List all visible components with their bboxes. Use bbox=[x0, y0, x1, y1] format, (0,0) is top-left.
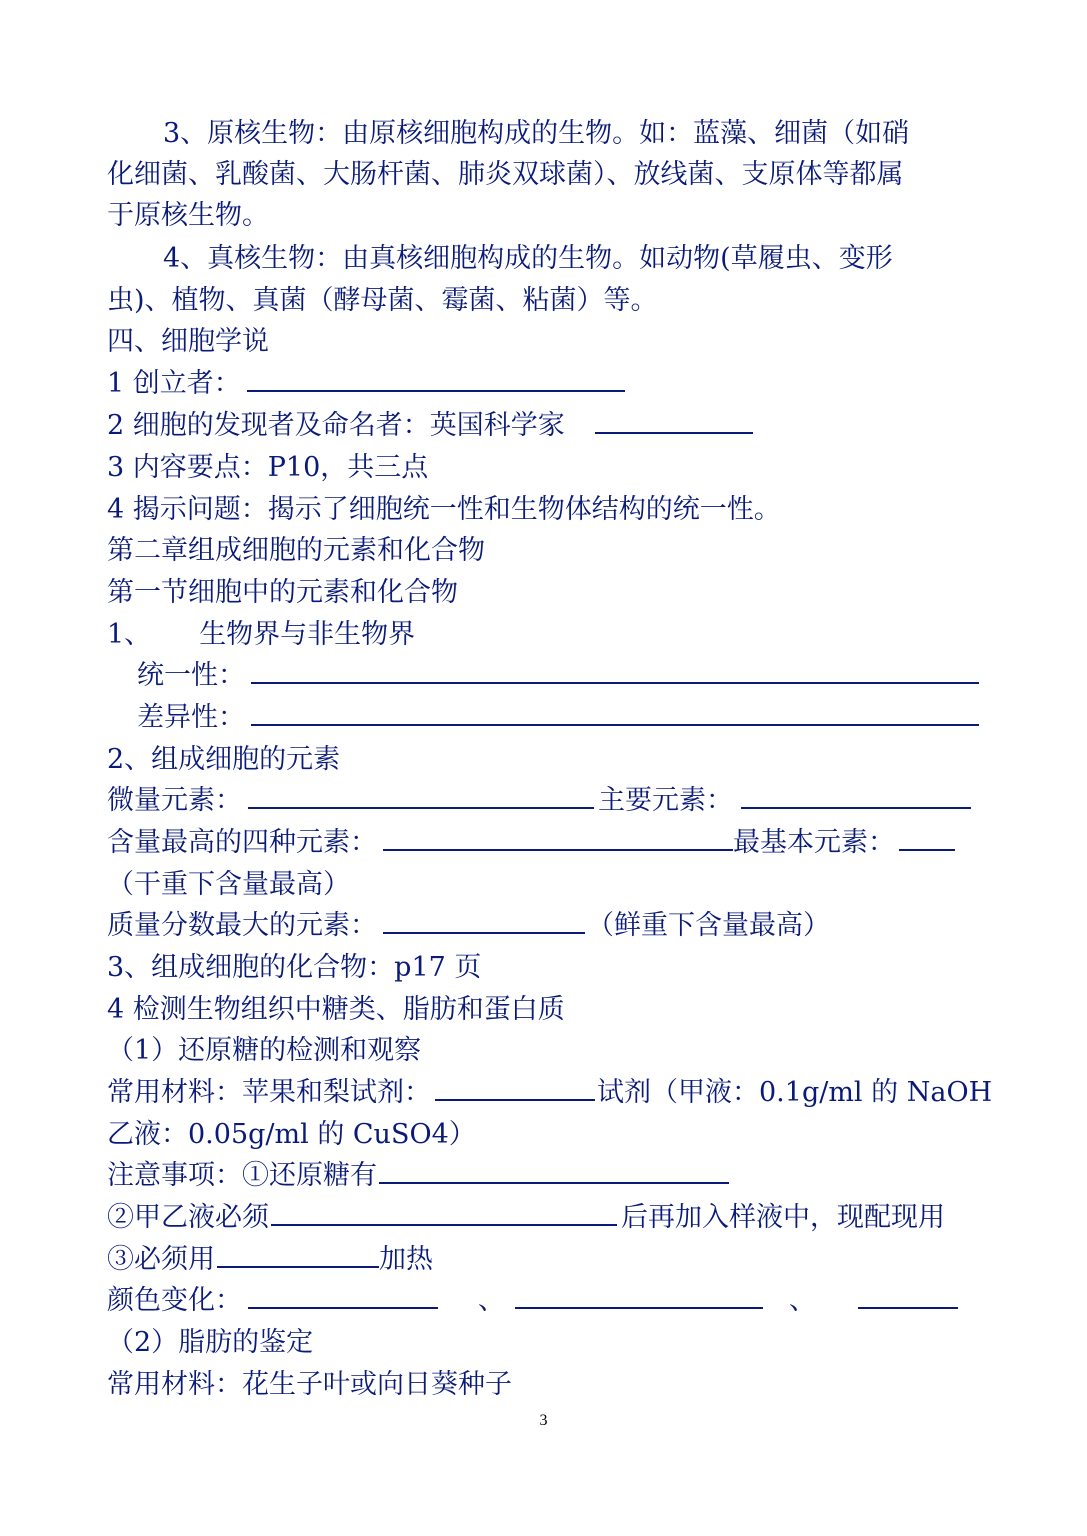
text: 第一节细胞中的元素和化合物 bbox=[107, 577, 458, 608]
text: 后再加入样液中，现配现用 bbox=[621, 1202, 945, 1233]
text-line bbox=[107, 448, 987, 488]
text-line bbox=[107, 490, 987, 530]
answer-blank[interactable] bbox=[515, 1281, 763, 1309]
text: ②甲乙液必须 bbox=[107, 1202, 269, 1233]
text: 、 bbox=[789, 1285, 816, 1316]
text: （2）脂肪的鉴定 bbox=[107, 1327, 314, 1358]
answer-blank[interactable] bbox=[741, 781, 971, 809]
text-line bbox=[107, 1073, 993, 1113]
text: 统一性： bbox=[137, 660, 245, 691]
answer-blank[interactable] bbox=[248, 1281, 438, 1309]
text-line bbox=[107, 1198, 987, 1238]
text-line bbox=[107, 1240, 987, 1280]
text-line bbox=[107, 196, 987, 236]
page-number: 3 bbox=[539, 1412, 548, 1429]
text: 3 内容要点：P10，共三点 bbox=[107, 452, 429, 483]
subsection-heading bbox=[107, 1323, 987, 1363]
text: 质量分数最大的元素： bbox=[107, 910, 377, 941]
answer-blank[interactable] bbox=[247, 364, 625, 392]
answer-blank[interactable] bbox=[858, 1281, 958, 1309]
answer-blank[interactable] bbox=[251, 698, 979, 726]
text: 化细菌、乳酸菌、大肠杆菌、肺炎双球菌）、放线菌、支原体等都属 bbox=[107, 159, 904, 190]
text-line bbox=[107, 865, 987, 905]
text: （1）还原糖的检测和观察 bbox=[107, 1035, 422, 1066]
text-line bbox=[107, 406, 987, 446]
text-line bbox=[107, 740, 987, 780]
text-line bbox=[107, 656, 1017, 696]
section-heading bbox=[107, 573, 987, 613]
text: 最基本元素： bbox=[733, 827, 895, 858]
text-line bbox=[107, 781, 987, 821]
subsection-heading bbox=[107, 1031, 987, 1071]
text: 注意事项：①还原糖有 bbox=[107, 1160, 377, 1191]
text: 、 bbox=[478, 1285, 505, 1316]
text: 主要元素： bbox=[598, 785, 733, 816]
text-line bbox=[107, 1156, 987, 1196]
text: （干重下含量最高） bbox=[107, 869, 350, 900]
answer-blank[interactable] bbox=[899, 823, 955, 851]
text: 4、真核生物：由真核细胞构成的生物。如动物(草履虫、变形 bbox=[163, 243, 893, 274]
answer-blank[interactable] bbox=[248, 781, 594, 809]
text: （鲜重下含量最高） bbox=[587, 910, 830, 941]
text: 第二章组成细胞的元素和化合物 bbox=[107, 535, 485, 566]
text-line bbox=[107, 1365, 987, 1405]
text: 生物界与非生物界 bbox=[199, 619, 416, 650]
text: 1 创立者： bbox=[107, 368, 241, 399]
text: 3、组成细胞的化合物：p17 页 bbox=[107, 952, 482, 983]
text: 常用材料：苹果和梨试剂： bbox=[107, 1077, 431, 1108]
answer-blank[interactable] bbox=[383, 906, 585, 934]
text: 4 揭示问题：揭示了细胞统一性和生物体结构的统一性。 bbox=[107, 494, 781, 525]
text-line bbox=[107, 114, 1043, 154]
answer-blank[interactable] bbox=[251, 656, 979, 684]
text-line bbox=[107, 990, 987, 1030]
text: 试剂（甲液：0.1g/ml 的 NaOH bbox=[597, 1077, 993, 1108]
text-line bbox=[107, 1115, 987, 1155]
text: 常用材料：花生子叶或向日葵种子 bbox=[107, 1369, 512, 1400]
answer-blank[interactable] bbox=[383, 823, 733, 851]
text: 微量元素： bbox=[107, 785, 242, 816]
text: 含量最高的四种元素： bbox=[107, 827, 377, 858]
text: 3、原核生物：由原核细胞构成的生物。如：蓝藻、细菌（如硝 bbox=[163, 118, 910, 149]
text: 颜色变化： bbox=[107, 1285, 242, 1316]
text-line bbox=[107, 364, 987, 404]
text: 2、组成细胞的元素 bbox=[107, 744, 341, 775]
text: 加热 bbox=[379, 1244, 433, 1275]
text: ③必须用 bbox=[107, 1244, 215, 1275]
text-line bbox=[107, 615, 987, 655]
text-line bbox=[107, 239, 1043, 279]
answer-blank[interactable] bbox=[271, 1198, 617, 1226]
text-line bbox=[107, 823, 987, 863]
text-line bbox=[107, 948, 987, 988]
text: 乙液：0.05g/ml 的 CuSO4） bbox=[107, 1119, 476, 1150]
answer-blank[interactable] bbox=[595, 406, 753, 434]
text-line bbox=[107, 698, 1017, 738]
text: 2 细胞的发现者及命名者：英国科学家 bbox=[107, 410, 565, 441]
text: 四、细胞学说 bbox=[107, 326, 269, 357]
text-line bbox=[107, 1281, 987, 1321]
section-heading bbox=[107, 322, 987, 362]
answer-blank[interactable] bbox=[379, 1156, 729, 1184]
text-line bbox=[107, 906, 987, 946]
text: 差异性： bbox=[137, 702, 245, 733]
text: 1、 bbox=[107, 619, 152, 650]
text: 于原核生物。 bbox=[107, 200, 269, 231]
chapter-heading bbox=[107, 531, 987, 571]
text: 虫)、植物、真菌（酵母菌、霉菌、粘菌）等。 bbox=[107, 285, 658, 316]
text-line bbox=[107, 281, 987, 321]
answer-blank[interactable] bbox=[435, 1073, 595, 1101]
answer-blank[interactable] bbox=[217, 1240, 379, 1268]
text: 4 检测生物组织中糖类、脂肪和蛋白质 bbox=[107, 994, 565, 1025]
text-line bbox=[107, 155, 987, 195]
